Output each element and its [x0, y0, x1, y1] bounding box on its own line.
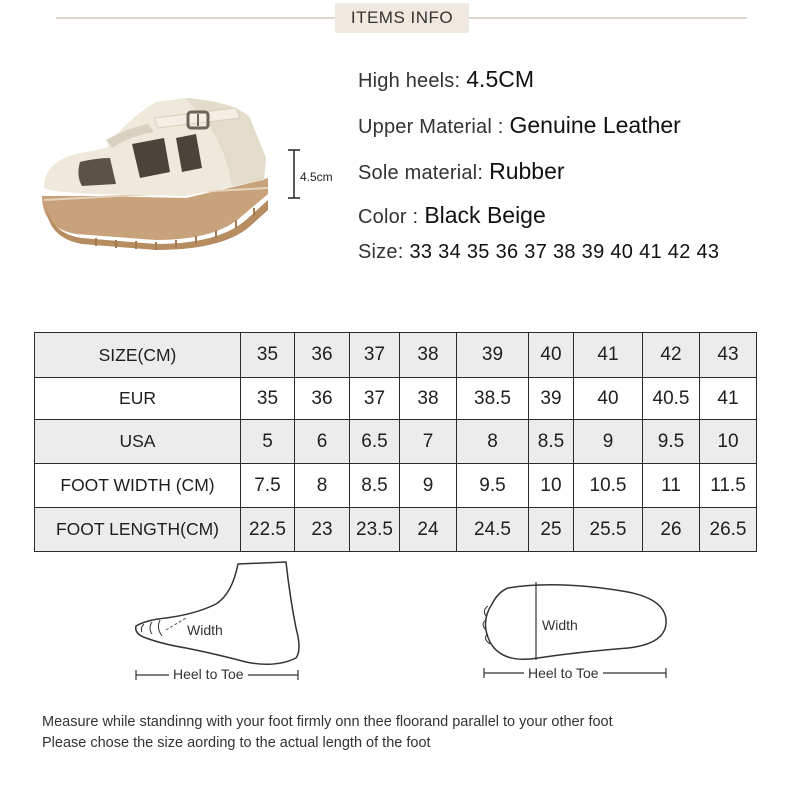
table-cell: 42 [643, 333, 700, 378]
table-cell: 38 [400, 333, 457, 378]
table-cell: 39 [529, 378, 574, 420]
table-row-size-cm [35, 333, 757, 378]
measure-note: Measure while standinng with your foot firmly onn thee floorand parallel to your other foot [42, 714, 613, 730]
spec-value: Rubber [489, 158, 565, 184]
row-label: USA [35, 420, 241, 464]
section-title: ITEMS INFO [335, 3, 469, 33]
table-cell: 9 [400, 464, 457, 508]
table-cell: 9.5 [643, 420, 700, 464]
spec-value: Black Beige [424, 202, 546, 228]
spec-color [358, 202, 546, 229]
table-cell: 37 [350, 333, 400, 378]
table-cell: 8 [457, 420, 529, 464]
table-cell: 7.5 [241, 464, 295, 508]
table-cell: 22.5 [241, 508, 295, 552]
table-cell: 10 [529, 464, 574, 508]
table-cell: 11 [643, 464, 700, 508]
table-cell: 38.5 [457, 378, 529, 420]
table-cell: 24.5 [457, 508, 529, 552]
table-cell: 8.5 [350, 464, 400, 508]
spec-key: Color : [358, 206, 419, 228]
table-cell: 10.5 [574, 464, 643, 508]
table-cell: 25 [529, 508, 574, 552]
table-cell: 23 [295, 508, 350, 552]
table-cell: 8.5 [529, 420, 574, 464]
top-length-label: Heel to Toe [524, 665, 603, 681]
table-cell: 41 [700, 378, 757, 420]
table-cell: 7 [400, 420, 457, 464]
table-cell: 9.5 [457, 464, 529, 508]
table-cell: 11.5 [700, 464, 757, 508]
top-width-label: Width [542, 617, 578, 633]
table-cell: 5 [241, 420, 295, 464]
table-cell: 37 [350, 378, 400, 420]
table-cell: 35 [241, 333, 295, 378]
spec-value: 4.5CM [466, 66, 535, 92]
table-row-usa [35, 420, 757, 464]
table-cell: 26 [643, 508, 700, 552]
row-label: SIZE(CM) [35, 333, 241, 378]
table-cell: 39 [457, 333, 529, 378]
side-width-label: Width [187, 622, 223, 638]
table-cell: 40.5 [643, 378, 700, 420]
table-row-eur [35, 378, 757, 420]
size-chart-table [34, 332, 757, 552]
table-cell: 25.5 [574, 508, 643, 552]
table-row-foot-length [35, 508, 757, 552]
table-cell: 38 [400, 378, 457, 420]
table-cell: 40 [574, 378, 643, 420]
table-row-foot-width [35, 464, 757, 508]
table-cell: 24 [400, 508, 457, 552]
table-cell: 6 [295, 420, 350, 464]
side-length-label: Heel to Toe [169, 666, 248, 682]
spec-key: Sole material: [358, 162, 484, 184]
row-label: EUR [35, 378, 241, 420]
spec-upper-material [358, 112, 681, 139]
header-rule-right [469, 17, 747, 19]
table-cell: 26.5 [700, 508, 757, 552]
size-advice-note: Please chose the size aording to the actual length of the foot [42, 735, 431, 751]
table-cell: 41 [574, 333, 643, 378]
row-label: FOOT WIDTH (CM) [35, 464, 241, 508]
row-label: FOOT LENGTH(CM) [35, 508, 241, 552]
table-cell: 10 [700, 420, 757, 464]
spec-value: 33 34 35 36 37 38 39 40 41 42 43 [409, 241, 720, 263]
table-cell: 36 [295, 333, 350, 378]
spec-value: Genuine Leather [509, 112, 681, 138]
spec-high-heels [358, 66, 534, 93]
table-cell: 9 [574, 420, 643, 464]
header-rule-left [56, 17, 335, 19]
spec-size [358, 241, 719, 264]
table-cell: 35 [241, 378, 295, 420]
table-cell: 40 [529, 333, 574, 378]
table-cell: 23.5 [350, 508, 400, 552]
spec-key: High heels: [358, 70, 461, 92]
table-cell: 6.5 [350, 420, 400, 464]
shoe-product-image [36, 88, 276, 258]
table-cell: 36 [295, 378, 350, 420]
heel-height-label: 4.5cm [300, 170, 333, 184]
spec-sole-material [358, 158, 565, 185]
table-cell: 8 [295, 464, 350, 508]
spec-key: Upper Material : [358, 116, 504, 138]
table-cell: 43 [700, 333, 757, 378]
spec-key: Size: [358, 241, 404, 263]
